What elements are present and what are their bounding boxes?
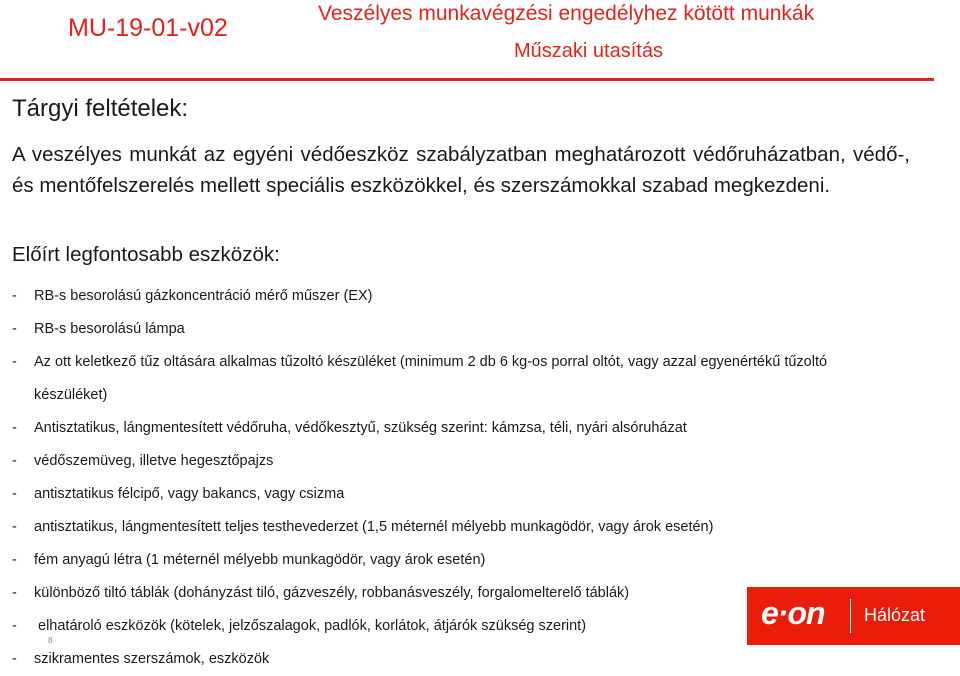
- list-dash: -: [12, 552, 17, 568]
- list-item-text: Antisztatikus, lángmentesített védőruha, védőkesztyű, szükség szerint: kámzsa, téli, nyári alsóruházat: [34, 420, 687, 436]
- list-item: [12, 412, 892, 445]
- list-item-text: antisztatikus félcipő, vagy bakancs, vagy csizma: [34, 486, 345, 502]
- list-item-text: RB-s besorolású gázkoncentráció mérő műszer (EX): [34, 288, 373, 304]
- list-dash: -: [12, 288, 17, 304]
- section-heading: Tárgyi feltételek:: [12, 95, 189, 122]
- list-item-text: antisztatikus, lángmentesített teljes testhevederzet (1,5 méternél mélyebb munkagödör, vagy árok esetén): [34, 519, 714, 535]
- list-item-text: fém anyagú létra (1 méternél mélyebb munkagödör, vagy árok esetén): [34, 552, 486, 568]
- list-dash: -: [12, 486, 17, 502]
- list-item: [12, 544, 892, 577]
- list-dash: -: [12, 618, 17, 634]
- document-subtitle: Műszaki utasítás: [514, 40, 663, 62]
- list-item-text: szikramentes szerszámok, eszközök: [34, 651, 270, 667]
- logo-divider: [850, 599, 851, 633]
- tools-heading: Előírt legfontosabb eszközök:: [12, 243, 280, 266]
- eon-logo: [747, 587, 960, 645]
- list-dash: -: [12, 519, 17, 535]
- list-item: [12, 511, 892, 544]
- list-item: [12, 445, 892, 478]
- logo-label: Hálózat: [864, 605, 926, 625]
- list-item-text: elhatároló eszközök (kötelek, jelzőszalagok, padlók, korlátok, átjárók szükség szerint): [38, 618, 587, 634]
- list-item: [12, 313, 892, 346]
- list-dash: -: [12, 651, 17, 667]
- list-item-text: különböző tiltó táblák (dohányzást tiló, gázveszély, robbanásveszély, forgalomelterelő táblák): [34, 585, 630, 601]
- list-item: [12, 478, 892, 511]
- list-item-text: védőszemüveg, illetve hegesztőpajzs: [34, 453, 274, 469]
- list-dash: -: [12, 321, 17, 337]
- list-dash: -: [12, 354, 17, 370]
- slide-number: 8: [48, 636, 53, 645]
- list-dash: -: [12, 453, 17, 469]
- list-item: [12, 643, 892, 676]
- eon-logo-wordmark: e·on: [761, 595, 825, 631]
- document-title: Veszélyes munkavégzési engedélyhez kötött munkák: [318, 2, 815, 25]
- list-item-text: Az ott keletkező tűz oltására alkalmas tűzoltó készüléket (minimum 2 db 6 kg-os porral oltót, vagy azzal egyenértékű tűzoltó készüléket): [34, 354, 828, 403]
- list-dash: -: [12, 420, 17, 436]
- header-divider: [0, 78, 934, 81]
- list-item: [12, 346, 894, 412]
- list-item-text: RB-s besorolású lámpa: [34, 321, 185, 337]
- list-item: [12, 280, 892, 313]
- list-dash: -: [12, 585, 17, 601]
- intro-paragraph: A veszélyes munkát az egyéni védőeszköz szabályzatban meghatározott védőruházatban, védő-, és mentőfelszerelés mellett speciális eszközökkel, és szerszámokkal szabad megkezdeni.: [12, 143, 910, 197]
- document-code: MU-19-01-v02: [68, 14, 228, 42]
